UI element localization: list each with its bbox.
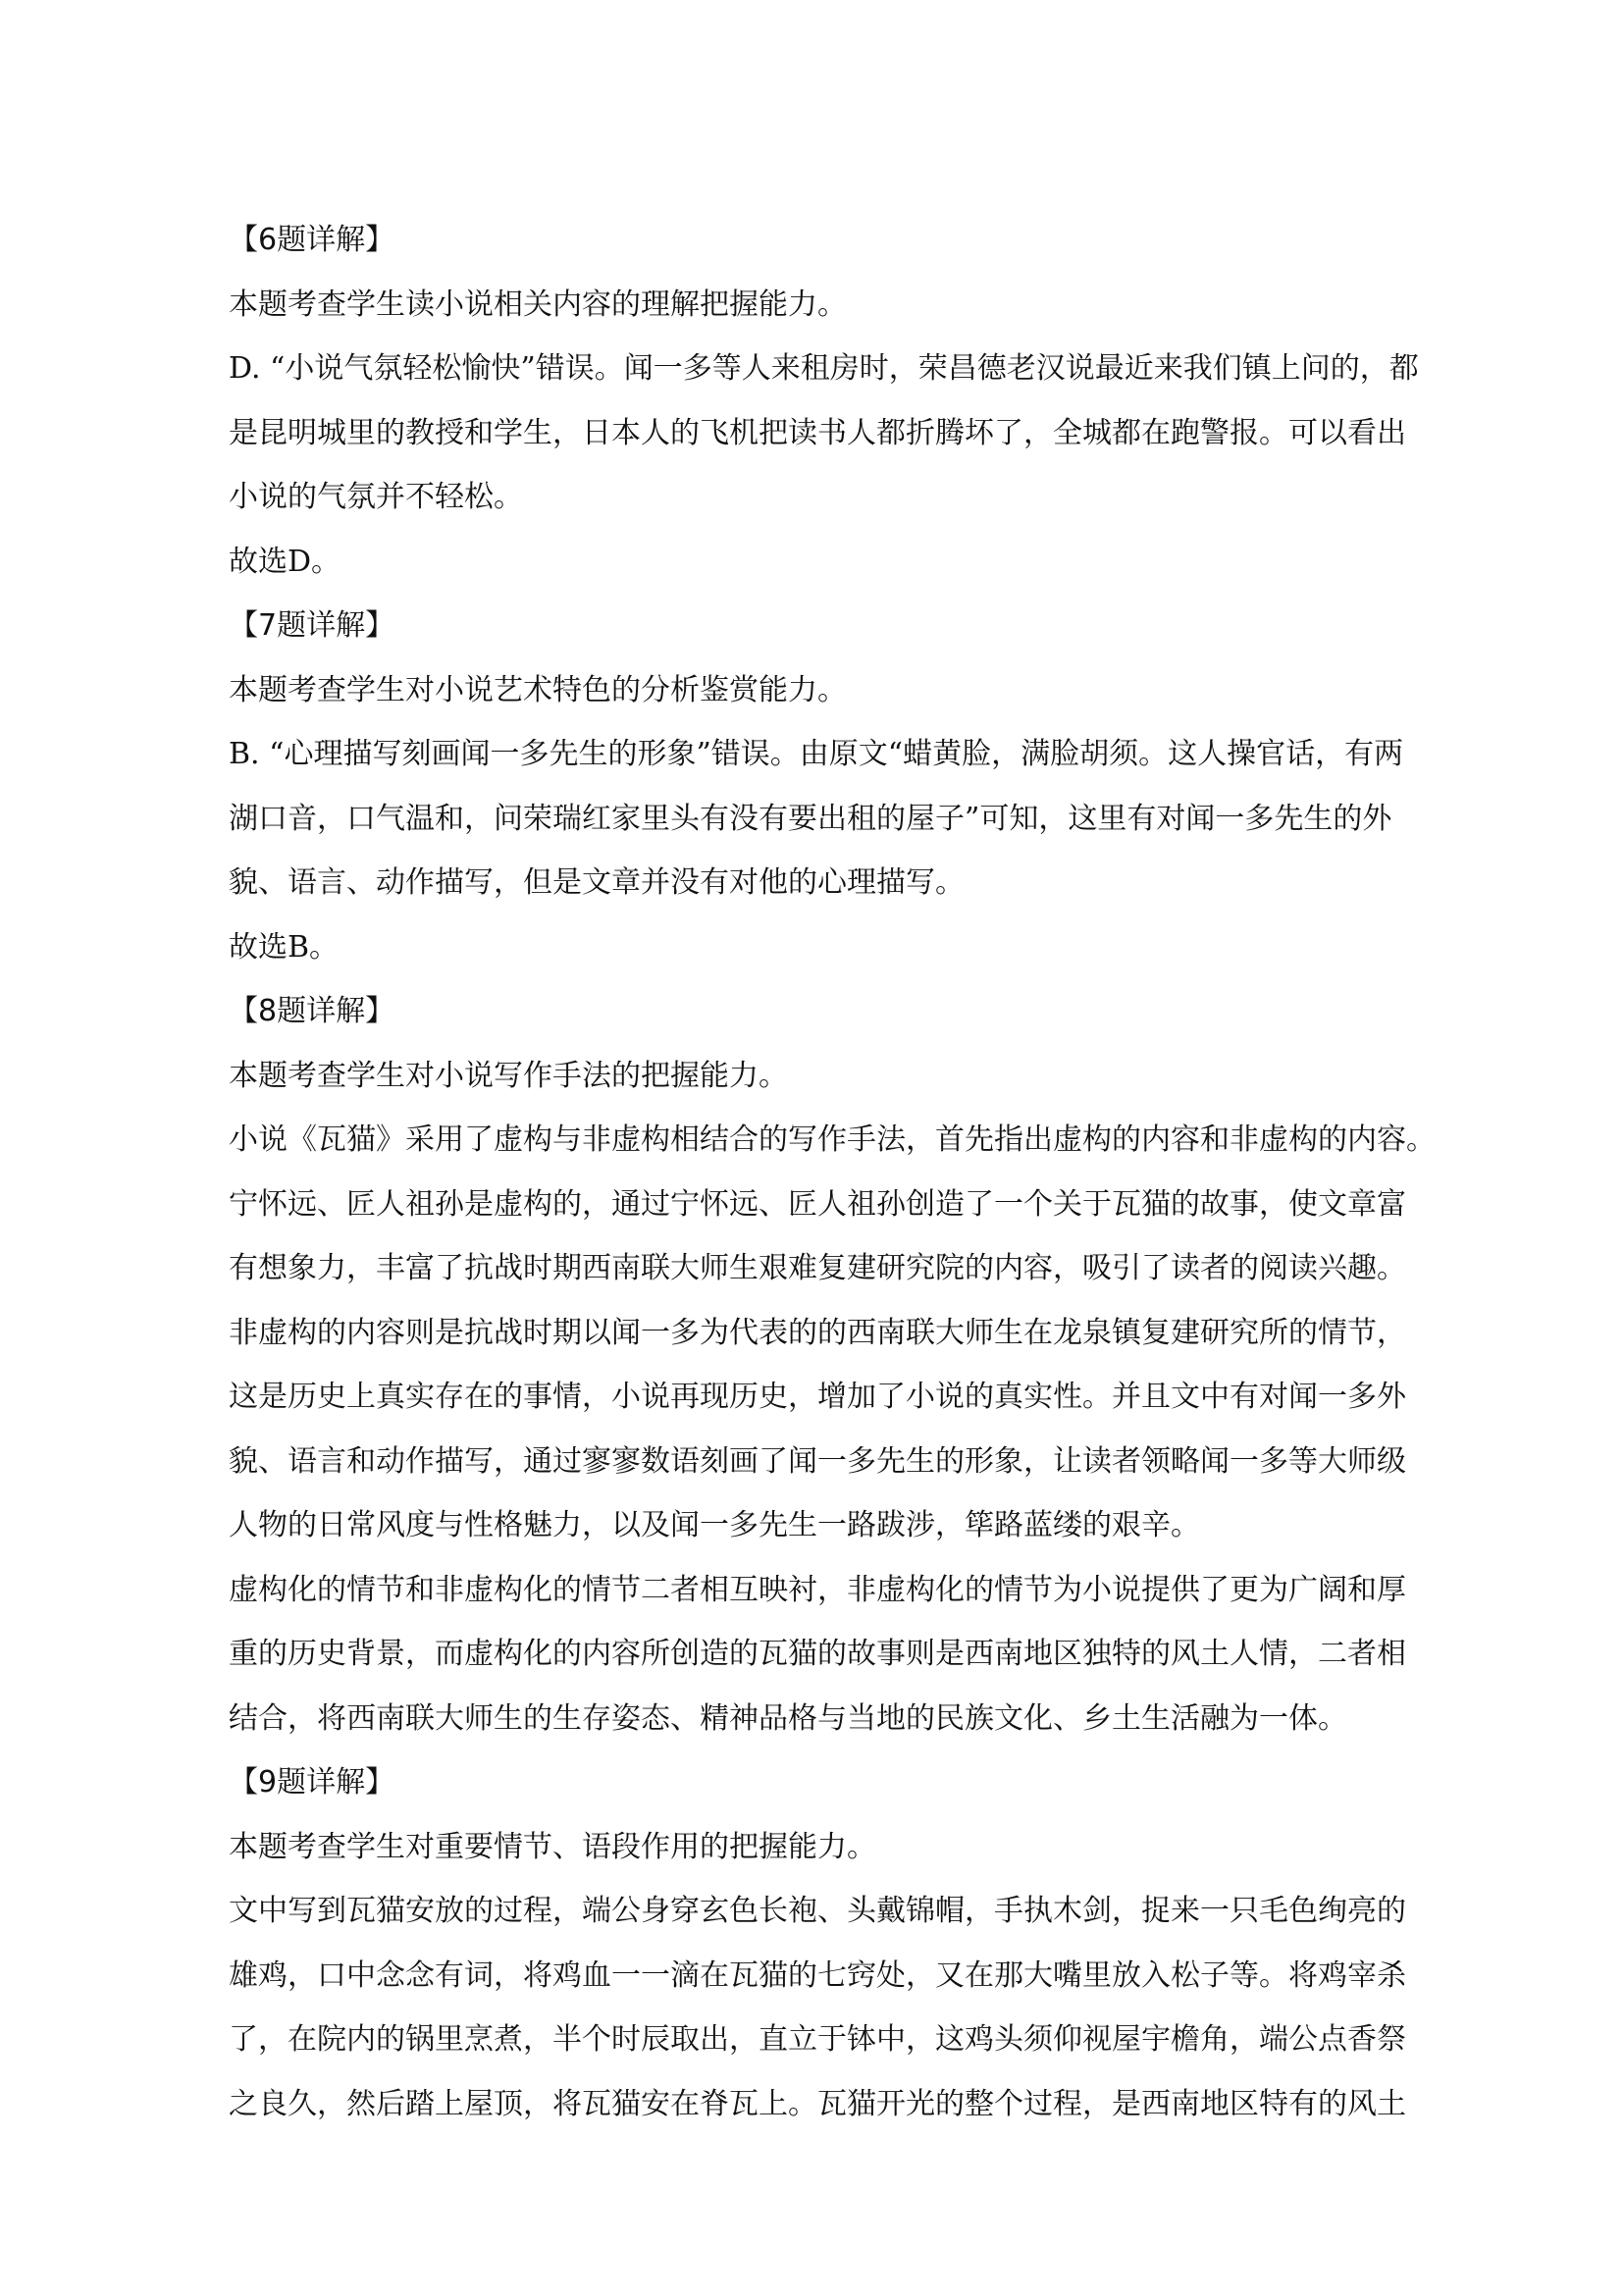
text-line: 本题考查学生对重要情节、语段作用的把握能力。 <box>229 1829 876 1864</box>
text-line: 小说的气氛并不轻松。 <box>229 480 523 514</box>
text-line: 雄鸡，口中念念有词，将鸡血一一滴在瓦猫的七窍处，又在那大嘴里放入松子等。将鸡宰杀 <box>229 1957 1406 1993</box>
text-line: 故选D。 <box>229 544 341 579</box>
text-line: 是昆明城里的教授和学生，日本人的飞机把读书人都折腾坏了，全城都在跑警报。可以看出 <box>229 415 1406 450</box>
text-line: 文中写到瓦猫安放的过程，端公身穿玄色长袍、头戴锦帽，手执木剑，捉来一只毛色绚亮的 <box>229 1894 1406 1928</box>
text-line: 这是历史上真实存在的事情，小说再现历史，增加了小说的真实性。并且文中有对闻一多外 <box>229 1380 1406 1414</box>
section-heading: 【6题详解】 <box>229 223 395 257</box>
text-line: 本题考查学生对小说艺术特色的分析鉴赏能力。 <box>229 672 847 707</box>
text-line: 虚构化的情节和非虚构化的情节二者相互映衬，非虚构化的情节为小说提供了更为广阔和厚 <box>229 1572 1406 1607</box>
text-line: 本题考查学生读小说相关内容的理解把握能力。 <box>229 287 847 322</box>
text-line: 本题考查学生对小说写作手法的把握能力。 <box>229 1058 788 1093</box>
text-line: 湖口音，口气温和，问荣瑞红家里头有没有要出租的屋子”可知，这里有对闻一多先生的外 <box>229 801 1392 836</box>
text-line: 人物的日常风度与性格魅力，以及闻一多先生一路跋涉，筚路蓝缕的艰辛。 <box>229 1508 1200 1542</box>
section-heading: 【8题详解】 <box>229 994 395 1028</box>
text-line: B. “心理描写刻画闻一多先生的形象”错误。由原文“蜡黄脸，满脸胡须。这人操官话，有两 <box>229 737 1404 771</box>
text-line: D. “小说气氛轻松愉快”错误。闻一多等人来租房时，荣昌德老汉说最近来我们镇上问的，都 <box>229 351 1419 386</box>
text-line: 之良久，然后踏上屋顶，将瓦猫安在脊瓦上。瓦猫开光的整个过程，是西南地区特有的风土 <box>229 2086 1406 2121</box>
text-line: 宁怀远、匠人祖孙是虚构的，通过宁怀远、匠人祖孙创造了一个关于瓦猫的故事，使文章富 <box>229 1186 1406 1222</box>
document-body <box>229 208 1436 2136</box>
section-heading: 【9题详解】 <box>229 1765 395 1800</box>
text-line: 重的历史背景，而虚构化的内容所创造的瓦猫的故事则是西南地区独特的风土人情，二者相 <box>229 1637 1406 1671</box>
text-line: 非虚构的内容则是抗战时期以闻一多为代表的的西南联大师生在龙泉镇复建研究所的情节， <box>229 1315 1406 1350</box>
text-line: 结合，将西南联大师生的生存姿态、精神品格与当地的民族文化、乡土生活融为一体。 <box>229 1700 1347 1736</box>
section-heading: 【7题详解】 <box>229 608 395 643</box>
text-line: 了，在院内的锅里烹煮，半个时辰取出，直立于钵中，这鸡头须仰视屋宇檐角，端公点香祭 <box>229 2022 1406 2057</box>
text-line: 貌、语言和动作描写，通过寥寥数语刻画了闻一多先生的形象，让读者领略闻一多等大师级 <box>229 1443 1406 1479</box>
text-line: 貌、语言、动作描写，但是文章并没有对他的心理描写。 <box>229 865 965 900</box>
text-line: 有想象力，丰富了抗战时期西南联大师生艰难复建研究院的内容，吸引了读者的阅读兴趣。 <box>229 1251 1406 1285</box>
text-line: 故选B。 <box>229 929 340 965</box>
text-line: 小说《瓦猫》采用了虚构与非虚构相结合的写作手法，首先指出虚构的内容和非虚构的内容。 <box>229 1122 1436 1157</box>
